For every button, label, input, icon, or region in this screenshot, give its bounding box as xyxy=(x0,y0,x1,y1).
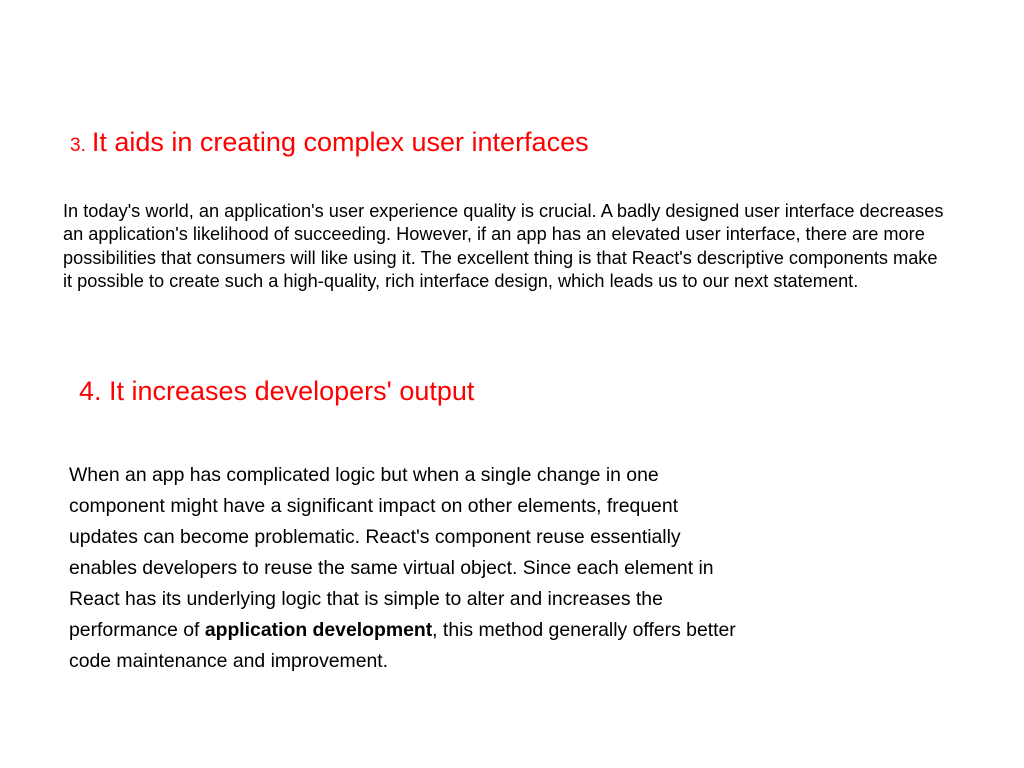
section-4-line: updates can become problematic. React's component reuse essentially xyxy=(69,526,681,548)
section-4-paragraph xyxy=(69,460,899,677)
section-4-line: component might have a significant impact on other elements, frequent xyxy=(69,495,678,517)
section-4-line: When an app has complicated logic but when a single change in one xyxy=(69,464,659,486)
section-4-line: enables developers to reuse the same virtual object. Since each element in xyxy=(69,557,714,579)
section-4-line: code maintenance and improvement. xyxy=(69,650,389,672)
section-4-line xyxy=(69,615,899,646)
section-3-paragraph: In today's world, an application's user experience quality is crucial. A badly designed user interface decreases an application's likelihood of succeeding. However, if an app has an elevated user interface, there are more possibilities that consumers will like using it. The excellent thing is that React's descriptive components make it possible to create such a high-quality, rich interface design, which leads us to our next statement. xyxy=(63,201,944,291)
section-4-line: React has its underlying logic that is simple to alter and increases the xyxy=(69,588,663,610)
section-4-heading: 4. It increases developers' output xyxy=(79,376,475,406)
section-3-number: 3. xyxy=(70,135,86,156)
application-development-emphasis: application development xyxy=(204,619,433,641)
section-3-heading xyxy=(70,124,589,164)
section-3-title: It aids in creating complex user interfaces xyxy=(91,127,589,157)
section-4-line-6-end: , this method generally offers better xyxy=(432,619,736,641)
section-4-line-6-start: performance of xyxy=(69,619,205,641)
